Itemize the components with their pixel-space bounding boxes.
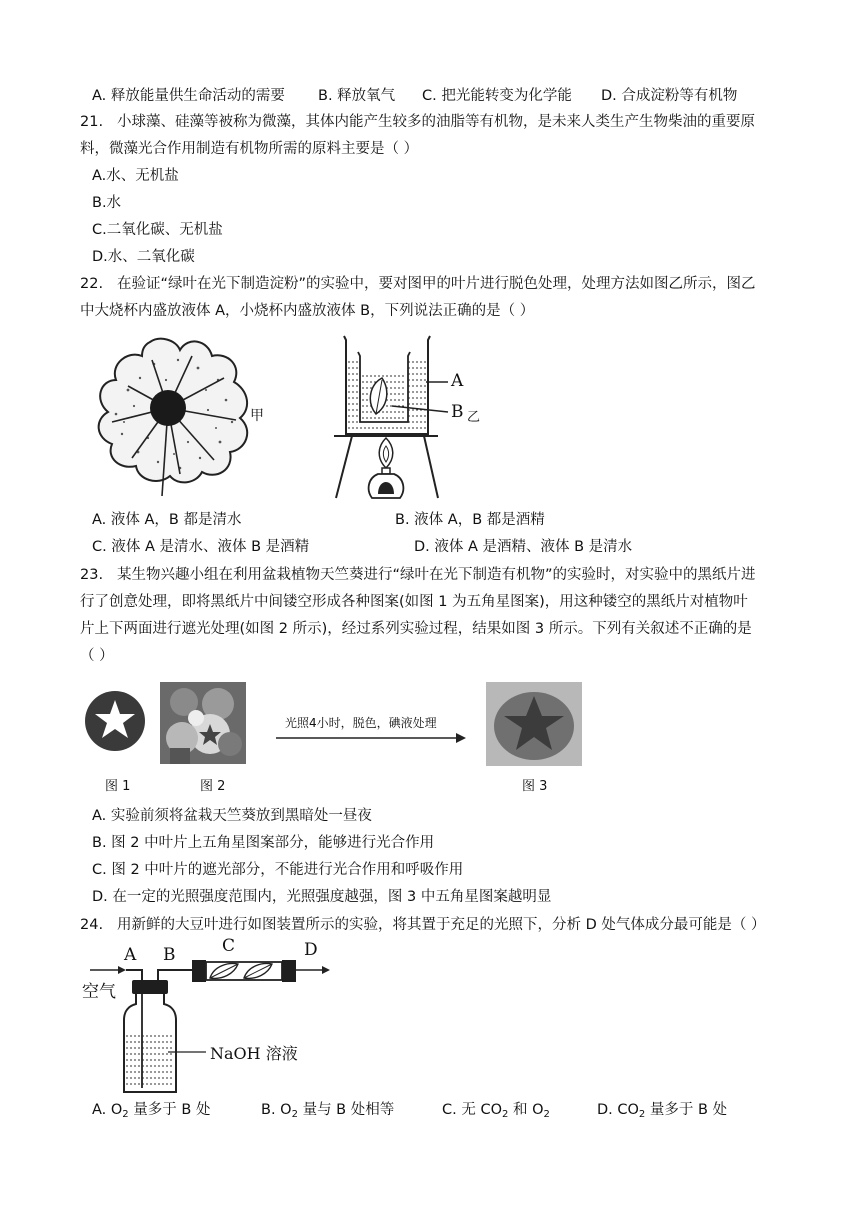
q21-stem-line2: 料，微藻光合作用制造有机物所需的原料主要是（ ） xyxy=(80,141,419,157)
q22-option-b: B. 液体 A，B 都是酒精 xyxy=(395,512,545,528)
label-a: A xyxy=(124,945,137,965)
fig-label-a: A xyxy=(451,371,464,391)
q22-option-d: D. 液体 A 是酒精、液体 B 是清水 xyxy=(414,539,633,555)
q21-option-c: C.二氧化碳、无机盐 xyxy=(92,222,223,238)
fig-label-jia: 甲 xyxy=(250,408,264,424)
label-d: D xyxy=(304,940,318,960)
q23-stem-line2: 行了创意处理，即将黑纸片中间镂空形成各种图案(如图 1 为五角星图案)，用这种镂空的黑纸片对植物叶 xyxy=(80,594,748,610)
q22-stem-line1: 在验证“绿叶在光下制造淀粉”的实验中，要对图甲的叶片进行脱色处理，处理方法如图乙所示，图乙 xyxy=(117,276,756,292)
q20-option-a: A. 释放能量供生命活动的需要 xyxy=(92,88,285,104)
q23-number: 23. xyxy=(80,567,104,583)
q23-stem-line3: 片上下两面进行遮光处理(如图 2 所示)，经过系列实验过程，结果如图 3 所示。下列有关叙述不正确的是 xyxy=(80,621,752,637)
q20-option-c: C. 把光能转变为化学能 xyxy=(422,88,572,104)
q21-option-d: D.水、二氧化碳 xyxy=(92,249,195,265)
process-arrow-icon xyxy=(276,732,466,744)
q23-option-b: B. 图 2 中叶片上五角星图案部分，能够进行光合作用 xyxy=(92,835,435,851)
q24-option-b: B. $O_2$ 量与 B 处相等 xyxy=(261,1102,395,1120)
fig-label-b: B xyxy=(451,402,464,422)
fig1-caption: 图 1 xyxy=(105,779,131,794)
label-naoh: NaOH 溶液 xyxy=(210,1044,298,1063)
q21-option-b: B.水 xyxy=(92,195,122,211)
q24-stem: 用新鲜的大豆叶进行如图装置所示的实验，将其置于充足的光照下，分析 D 处气体成分最可能是（ ） xyxy=(117,917,766,933)
fig2-caption: 图 2 xyxy=(200,779,226,794)
fig1-star-disk xyxy=(84,690,146,752)
q20-option-d: D. 合成淀粉等有机物 xyxy=(601,88,738,104)
beaker-apparatus-yi xyxy=(330,332,450,500)
fig2-plant-photo xyxy=(160,682,246,764)
q24-option-d: D. $CO_2$ 量多于 B 处 xyxy=(597,1102,728,1120)
label-c: C xyxy=(222,936,236,956)
fig3-result-leaf xyxy=(486,682,582,766)
q24-number: 24. xyxy=(80,917,104,933)
q23-option-c: C. 图 2 中叶片的遮光部分，不能进行光合作用和呼吸作用 xyxy=(92,862,464,878)
q21-option-a: A.水、无机盐 xyxy=(92,168,179,184)
q20-option-b: B. 释放氧气 xyxy=(318,88,396,104)
q24-option-c: C. 无 $CO_2$ 和 $O_2$ xyxy=(442,1102,550,1120)
q22-number: 22. xyxy=(80,276,104,292)
q22-stem-line2: 中大烧杯内盛放液体 A，小烧杯内盛放液体 B，下列说法正确的是（ ） xyxy=(80,303,535,319)
label-b: B xyxy=(163,945,176,965)
fig-label-yi: 乙 xyxy=(467,410,481,425)
q23-option-a: A. 实验前须将盆栽天竺葵放到黑暗处一昼夜 xyxy=(92,808,372,824)
process-arrow-text: 光照4小时，脱色，碘液处理 xyxy=(285,716,437,730)
q23-stem-line4: （ ） xyxy=(80,648,114,664)
q21-stem-line1: 小球藻、硅藻等被称为微藻，其体内能产生较多的油脂等有机物，是未来人类生产生物柴油的重要原 xyxy=(117,114,755,130)
leaf-figure-jia xyxy=(88,330,258,498)
q22-option-c: C. 液体 A 是清水、液体 B 是酒精 xyxy=(92,539,310,555)
fig3-caption: 图 3 xyxy=(522,779,548,794)
q22-option-a: A. 液体 A，B 都是清水 xyxy=(92,512,242,528)
q23-option-d: D. 在一定的光照强度范围内，光照强度越强，图 3 中五角星图案越明显 xyxy=(92,889,552,905)
q21-number: 21. xyxy=(80,114,104,130)
gas-apparatus xyxy=(82,940,342,1098)
label-air: 空气 xyxy=(82,982,116,1002)
q23-stem-line1: 某生物兴趣小组在利用盆栽植物天竺葵进行“绿叶在光下制造有机物”的实验时，对实验中的黑纸片进 xyxy=(117,567,756,583)
q24-option-a: A. $O_2$ 量多于 B 处 xyxy=(92,1102,211,1120)
